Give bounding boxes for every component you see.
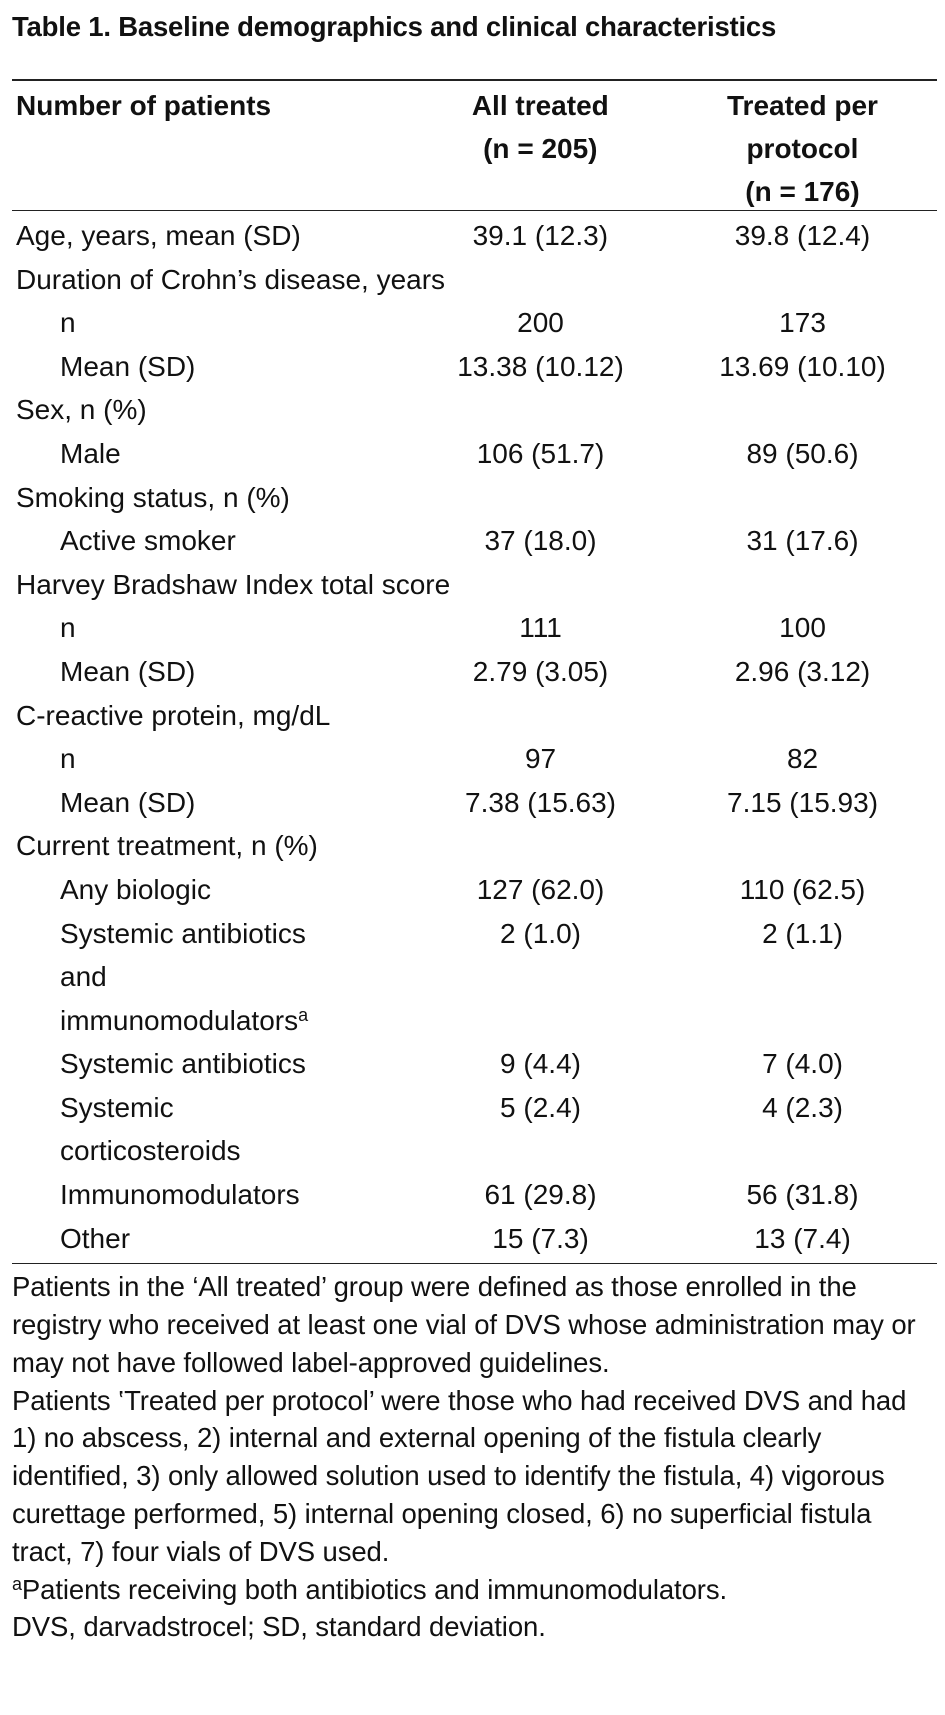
row-value-per-protocol: 4 (2.3) xyxy=(762,1091,843,1123)
table-body xyxy=(12,211,937,1263)
row-label: C-reactive protein, mg/dL xyxy=(16,699,331,731)
row-label: Mean (SD) xyxy=(60,786,196,818)
footnote-all-treated: Patients in the ‘All treated’ group were defined as those enrolled in the registry who received at least one vial of DVS whose administration may or may not have followed label-approved guidelines. xyxy=(12,1271,916,1378)
header-all-treated-line1: All treated xyxy=(471,90,609,121)
row-label: Other xyxy=(60,1222,131,1254)
row-label: Any biologic xyxy=(60,873,211,905)
row-label: Mean (SD) xyxy=(60,350,196,382)
row-value-all-treated: 37 (18.0) xyxy=(484,525,597,557)
header-all-treated xyxy=(413,84,668,210)
row-label: Smoking status, n (%) xyxy=(16,481,290,513)
row-value-per-protocol: 82 xyxy=(786,743,819,775)
row-label: Duration of Crohn’s disease, years xyxy=(16,263,446,295)
table-row xyxy=(12,1129,937,1173)
row-value-all-treated: 111 xyxy=(519,612,562,644)
row-value-all-treated: 39.1 (12.3) xyxy=(472,220,609,251)
table-row xyxy=(12,211,937,258)
row-value-all-treated: 13.38 (10.12) xyxy=(457,350,624,382)
header-treated-per-protocol-line2: protocol xyxy=(746,133,859,164)
table-row xyxy=(12,694,937,738)
row-label-with-footnote xyxy=(12,999,417,1043)
row-value-all-treated: 127 (62.0) xyxy=(476,873,605,905)
table-row xyxy=(12,476,937,520)
table-row xyxy=(12,519,937,563)
footnote-per-protocol: Patients ‛Treated per protocol’ were those who had received DVS and had 1) no abscess, 2) internal and external opening of the fistula clearly identified, 3) only allowed solution used to identify the fistula, 4) vigorous curettage performed, 5) internal opening closed, 6) no superficial fistula tract, 7) four vials of DVS used. xyxy=(12,1384,907,1567)
row-value-per-protocol: 31 (17.6) xyxy=(746,525,859,557)
row-value-per-protocol: 100 xyxy=(779,612,826,644)
table-row xyxy=(12,824,937,868)
row-value-all-treated: 9 (4.4) xyxy=(500,1048,581,1080)
row-label: Sex, n (%) xyxy=(16,394,147,426)
row-label: and xyxy=(60,961,107,993)
footnote-marker: a xyxy=(12,1573,22,1594)
row-label: n xyxy=(60,743,76,775)
table-row xyxy=(12,1173,937,1217)
table-row xyxy=(12,345,937,389)
row-label: Current treatment, n (%) xyxy=(16,830,318,862)
row-value-per-protocol: 2.96 (3.12) xyxy=(734,655,871,687)
header-treated-per-protocol-line1: Treated per xyxy=(726,90,878,121)
row-label: Age, years, mean (SD) xyxy=(16,220,301,251)
table-title: Table 1. Baseline demographics and clinical characteristics xyxy=(12,11,777,42)
row-label: Systemic antibiotics xyxy=(60,917,306,949)
row-value-per-protocol: 13.69 (10.10) xyxy=(719,350,886,382)
row-value-per-protocol: 7.15 (15.93) xyxy=(727,786,879,818)
row-value-per-protocol: 39.8 (12.4) xyxy=(734,220,871,251)
table-row xyxy=(12,955,937,999)
header-all-treated-line2: (n = 205) xyxy=(483,133,598,164)
row-value-per-protocol: 56 (31.8) xyxy=(746,1179,859,1211)
row-label: immunomodulators xyxy=(60,1004,299,1036)
row-value-all-treated: 5 (2.4) xyxy=(500,1091,581,1123)
row-value-per-protocol: 13 (7.4) xyxy=(754,1222,851,1254)
table-row xyxy=(12,388,937,432)
row-label: Systemic xyxy=(60,1091,174,1123)
footnote-a xyxy=(12,1571,937,1609)
row-value-all-treated: 15 (7.3) xyxy=(492,1222,589,1254)
table-row xyxy=(12,912,937,956)
row-value-per-protocol: 7 (4.0) xyxy=(762,1048,843,1080)
footnote-marker: a xyxy=(298,1004,309,1025)
row-label: Harvey Bradshaw Index total score xyxy=(16,568,451,600)
table-row xyxy=(12,999,937,1043)
table-row xyxy=(12,563,937,607)
table-row xyxy=(12,258,937,302)
row-value-all-treated: 61 (29.8) xyxy=(484,1179,597,1211)
footnote-a-text: Patients receiving both antibiotics and immunomodulators. xyxy=(21,1573,728,1605)
row-value-all-treated: 200 xyxy=(517,307,564,339)
row-value-per-protocol: 110 (62.5) xyxy=(739,873,866,905)
row-value-per-protocol: 89 (50.6) xyxy=(746,437,859,469)
row-value-per-protocol: 2 (1.1) xyxy=(762,917,843,949)
row-value-all-treated: 106 (51.7) xyxy=(476,437,605,469)
table-row xyxy=(12,1086,937,1130)
row-label: corticosteroids xyxy=(60,1135,241,1167)
row-label: Mean (SD) xyxy=(60,655,196,687)
footnote-abbreviations: DVS, darvadstrocel; SD, standard deviation. xyxy=(12,1611,546,1643)
row-label: Male xyxy=(60,437,121,469)
row-label: n xyxy=(60,307,76,339)
table-header xyxy=(12,81,937,210)
row-value-all-treated: 97 xyxy=(524,743,557,775)
row-label: Systemic antibiotics xyxy=(60,1048,306,1080)
table-row xyxy=(12,432,937,476)
table-footnotes xyxy=(12,1264,937,1646)
table-row xyxy=(12,301,937,345)
row-label: Immunomodulators xyxy=(60,1179,300,1211)
row-label: n xyxy=(60,612,76,644)
table-row xyxy=(12,650,937,694)
row-value-all-treated: 2.79 (3.05) xyxy=(472,655,609,687)
table-row xyxy=(12,606,937,650)
table-row xyxy=(12,1217,937,1264)
header-treated-per-protocol-line3: (n = 176) xyxy=(745,176,860,207)
table-row xyxy=(12,868,937,912)
table-row xyxy=(12,737,937,781)
header-treated-per-protocol xyxy=(668,84,937,210)
row-value-all-treated: 7.38 (15.63) xyxy=(465,786,617,818)
row-label: Active smoker xyxy=(60,525,236,557)
row-value-per-protocol: 173 xyxy=(779,307,826,339)
table-row xyxy=(12,781,937,825)
table-row xyxy=(12,1042,937,1086)
row-value-all-treated: 2 (1.0) xyxy=(500,917,581,949)
header-number-of-patients: Number of patients xyxy=(16,90,272,121)
